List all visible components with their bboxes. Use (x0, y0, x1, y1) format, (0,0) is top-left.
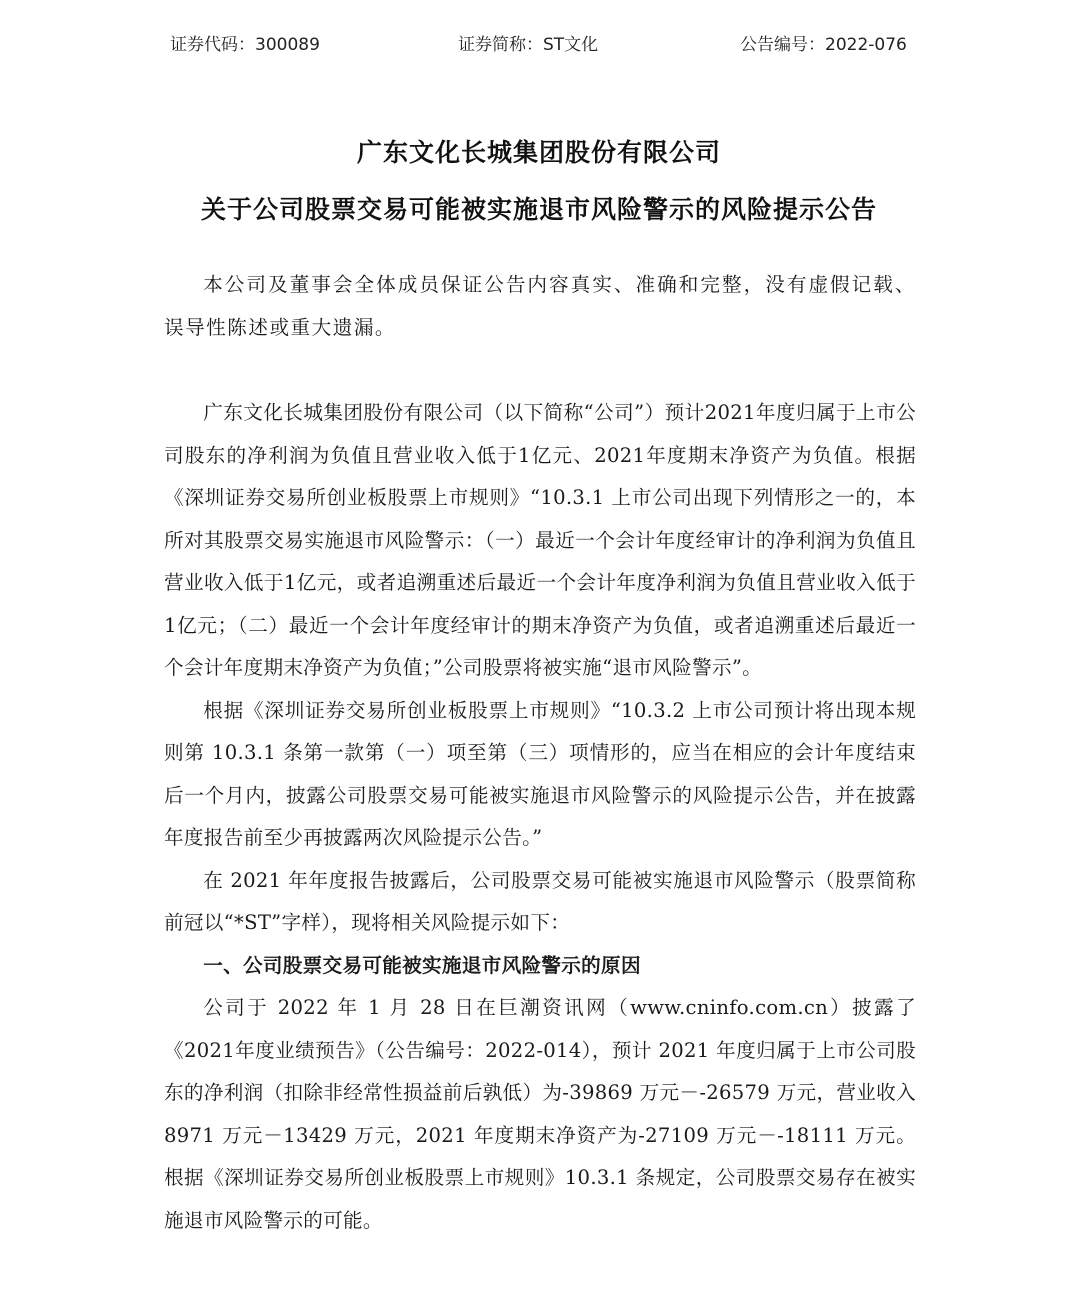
body-paragraph-1: 广东文化长城集团股份有限公司（以下简称“公司”）预计2021年度归属于上市公司股东的净利润为负值且营业收入低于1亿元、2021年度期末净资产为负值。根据《深圳证券交易所创业板股票上市规则》“10.3.1 上市公司出现下列情形之一的，本所对其股票交易实施退市风险警示：（一）最近一个会计年度经审计的净利润为负值且营业收入低于1亿元，或者追溯重述后最近一个会计年度净利润为负值且营业收入低于1亿元；（二）最近一个会计年度经审计的期末净资产为负值，或者追溯重述后最近一个会计年度期末净资产为负值；”公司股票将被实施“退市风险警示”。 (164, 401, 916, 679)
announcement-body (164, 392, 916, 1242)
declaration-text: 本公司及董事会全体成员保证公告内容真实、准确和完整，没有虚假记载、误导性陈述或重大遗漏。 (164, 273, 916, 339)
body-paragraph-2: 根据《深圳证券交易所创业板股票上市规则》“10.3.2 上市公司预计将出现本规则第 10.3.1 条第一款第（一）项至第（三）项情形的，应当在相应的会计年度结束后一个月内，披露公司股票交易可能被实施退市风险警示的风险提示公告，并在披露年度报告前至少再披露两次风险提示公告。” (164, 698, 916, 849)
announcement-title: 关于公司股票交易可能被实施退市风险警示的风险提示公告 (200, 195, 877, 224)
section-heading-1: 一、公司股票交易可能被实施退市风险警示的原因 (203, 953, 641, 977)
stock-code: 证券代码：300089 (170, 35, 320, 55)
stock-abbreviation: 证券简称：ST文化 (458, 35, 599, 55)
company-title: 广东文化长城集团股份有限公司 (356, 138, 721, 167)
declaration-block (164, 264, 916, 349)
body-paragraph-3: 在 2021 年年度报告披露后，公司股票交易可能被实施退市风险警示（股票简称前冠以“*ST”字样），现将相关风险提示如下： (164, 868, 916, 934)
body-paragraph-4: 公司于 2022 年 1 月 28 日在巨潮资讯网（www.cninfo.com.cn）披露了《2021年度业绩预告》（公告编号：2022-014），预计 2021 年度归属于上市公司股东的净利润（扣除非经常性损益前后孰低）为-39869 万元－-26579 万元，营业收入8971 万元－13429 万元，2021 年度期末净资产为-27109 万元－-18111 万元。根据《深圳证券交易所创业板股票上市规则》10.3.1 条规定，公司股票交易存在被实施退市风险警示的可能。 (164, 996, 916, 1232)
page-header (0, 30, 1078, 60)
notice-number: 公告编号：2022-076 (740, 35, 907, 55)
